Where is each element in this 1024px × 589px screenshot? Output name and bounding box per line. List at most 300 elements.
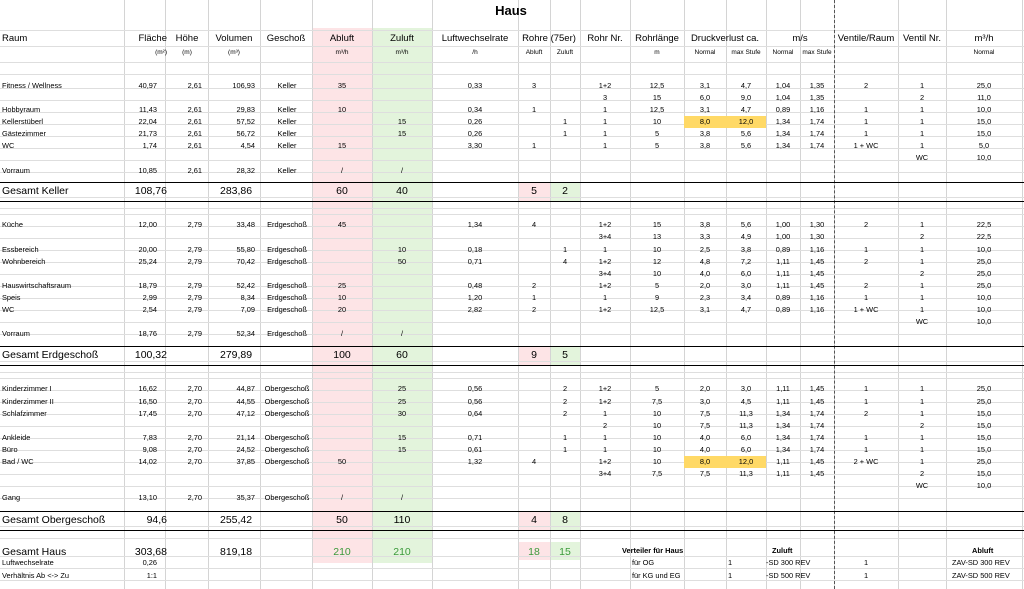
unit-dv_normal: Normal xyxy=(694,49,716,56)
cell-geschoss: Erdgeschoß xyxy=(267,281,307,290)
cell-msn: 1,00 xyxy=(775,220,791,229)
cell-flaeche: 17,45 xyxy=(138,409,157,418)
cell-vnr: 1 xyxy=(919,281,925,290)
cell-msn: 1,34 xyxy=(775,421,791,430)
cell-vr xyxy=(834,165,898,177)
cell-m3 xyxy=(946,328,1022,340)
cell-dvm: 5,6 xyxy=(740,129,752,138)
unit-abluft: m³/h xyxy=(335,49,349,56)
cell-m3: 25,0 xyxy=(976,397,992,406)
cell-nr: 1 xyxy=(602,445,608,454)
cell-geschoss: Keller xyxy=(277,105,297,114)
cell-m3: 15,0 xyxy=(976,129,992,138)
cell-msm xyxy=(800,152,834,164)
cell-dvm xyxy=(726,152,766,164)
cell-raum: Kellerstüberl xyxy=(2,117,44,126)
cell-raum xyxy=(2,268,120,280)
cell-hoehe: 2,70 xyxy=(187,493,202,502)
cell-lwr: 2,82 xyxy=(467,305,483,314)
cell-dvn: 3,1 xyxy=(699,81,711,90)
cell-rzu: 2 xyxy=(562,384,568,393)
unit-hoehe: (m) xyxy=(182,49,192,56)
cell-hoehe: 2,79 xyxy=(187,245,202,254)
cell-dvm: 7,2 xyxy=(740,257,752,266)
footer-verh-label: Verhältnis Ab <-> Zu xyxy=(2,571,69,580)
cell-rzu: 1 xyxy=(562,433,568,442)
cell-dvm: 4,5 xyxy=(740,397,752,406)
cell-flaeche xyxy=(125,420,157,432)
verteiler-kgeg-qty: 1 xyxy=(728,571,733,580)
cell-lwr: 0,71 xyxy=(467,433,483,442)
cell-dvm: 3,0 xyxy=(740,384,752,393)
cell-len xyxy=(630,480,684,492)
cell-hoehe xyxy=(170,92,202,104)
cell-hoehe: 2,61 xyxy=(187,141,202,150)
cell-lwr: 0,61 xyxy=(467,445,483,454)
cell-dvn: 2,3 xyxy=(699,293,711,302)
header-m3h: m³/h xyxy=(974,33,994,44)
cell-vr xyxy=(834,268,898,280)
cell-m3: 25,0 xyxy=(976,81,992,90)
cell-msm: 1,16 xyxy=(809,293,825,302)
cell-len: 15 xyxy=(652,93,662,102)
cell-volumen: 56,72 xyxy=(236,129,255,138)
cell-flaeche: 22,04 xyxy=(138,117,157,126)
cell-rzu xyxy=(550,219,580,231)
grid-hline xyxy=(0,208,1024,209)
cell-msn xyxy=(766,480,800,492)
cell-msm xyxy=(800,480,834,492)
cell-flaeche: 10,85 xyxy=(138,166,157,175)
cell-geschoss: Obergeschoß xyxy=(264,409,310,418)
cell-geschoss xyxy=(262,268,312,280)
cell-nr: 1+2 xyxy=(598,220,612,229)
cell-dvm: 3,8 xyxy=(740,245,752,254)
cell-msm: 1,45 xyxy=(809,457,825,466)
cell-dvm: 5,6 xyxy=(740,141,752,150)
cell-geschoss: Obergeschoß xyxy=(264,445,310,454)
cell-volumen: 57,52 xyxy=(236,117,255,126)
cell-vr: 1 xyxy=(863,293,869,302)
cell-msn: 0,89 xyxy=(775,245,791,254)
cell-flaeche xyxy=(125,92,157,104)
total-flaeche: 108,76 xyxy=(134,185,167,197)
cell-nr: 1+2 xyxy=(598,281,612,290)
cell-hoehe xyxy=(170,152,202,164)
cell-vnr: 1 xyxy=(919,433,925,442)
cell-vr: 1 xyxy=(863,384,869,393)
cell-volumen: 8,34 xyxy=(240,293,255,302)
cell-zuluft xyxy=(372,456,432,468)
cell-raum: Gästezimmer xyxy=(2,129,46,138)
cell-nr: 2 xyxy=(602,421,608,430)
cell-msm: 1,74 xyxy=(809,445,825,454)
cell-lwr: 1,20 xyxy=(467,293,483,302)
cell-abluft xyxy=(312,116,372,128)
total-abluft: 100 xyxy=(333,349,351,361)
header-ventil_nr: Ventil Nr. xyxy=(902,33,942,44)
cell-volumen xyxy=(210,468,255,480)
cell-m3: 15,0 xyxy=(976,117,992,126)
header-volumen: Volumen xyxy=(215,33,253,44)
cell-lwr xyxy=(432,316,518,328)
cell-m3: 10,0 xyxy=(976,305,992,314)
cell-msn: 1,34 xyxy=(775,141,791,150)
total-label: Gesamt Haus xyxy=(2,546,67,558)
cell-vnr: 1 xyxy=(919,384,925,393)
cell-dvn: 6,0 xyxy=(699,93,711,102)
cell-volumen: 4,54 xyxy=(240,141,255,150)
verteiler-abluft-title: Abluft xyxy=(972,546,994,555)
cell-rab xyxy=(518,420,550,432)
cell-vr xyxy=(834,420,898,432)
cell-msm: 1,16 xyxy=(809,105,825,114)
cell-zuluft xyxy=(372,219,432,231)
cell-flaeche: 18,79 xyxy=(138,281,157,290)
cell-dvn: 4,0 xyxy=(699,433,711,442)
cell-zuluft: 25 xyxy=(397,397,407,406)
cell-msm xyxy=(800,492,834,504)
cell-volumen: 24,52 xyxy=(236,445,255,454)
cell-len: 5 xyxy=(654,141,660,150)
cell-zuluft xyxy=(372,468,432,480)
cell-msm: 1,45 xyxy=(809,469,825,478)
cell-vnr: 1 xyxy=(919,129,925,138)
cell-zuluft: 30 xyxy=(397,409,407,418)
cell-msn: 0,89 xyxy=(775,305,791,314)
cell-abluft xyxy=(312,256,372,268)
cell-hoehe: 2,61 xyxy=(187,166,202,175)
cell-dvm xyxy=(726,165,766,177)
total-volumen: 255,42 xyxy=(220,514,253,526)
cell-raum: Wohnbereich xyxy=(2,257,46,266)
cell-vnr: 1 xyxy=(919,81,925,90)
cell-dvm: 4,9 xyxy=(740,232,752,241)
cell-vr: 1 xyxy=(863,433,869,442)
cell-geschoss: Erdgeschoß xyxy=(267,329,307,338)
cell-vr xyxy=(834,480,898,492)
cell-len xyxy=(630,328,684,340)
cell-msm: 1,30 xyxy=(809,220,825,229)
cell-nr xyxy=(580,328,630,340)
cell-zuluft xyxy=(372,104,432,116)
cell-hoehe: 2,70 xyxy=(187,445,202,454)
cell-m3: 15,0 xyxy=(976,445,992,454)
cell-rzu xyxy=(550,420,580,432)
cell-geschoss xyxy=(262,231,312,243)
cell-flaeche xyxy=(125,152,157,164)
sheet-title: Haus xyxy=(495,3,527,18)
cell-hoehe: 2,79 xyxy=(187,329,202,338)
cell-rzu: 1 xyxy=(562,445,568,454)
cell-len: 5 xyxy=(654,281,660,290)
cell-volumen xyxy=(210,152,255,164)
cell-rab xyxy=(518,328,550,340)
cell-flaeche: 1,74 xyxy=(142,141,157,150)
total-flaeche: 94,6 xyxy=(146,514,167,526)
cell-msm: 1,74 xyxy=(809,433,825,442)
cell-dvn xyxy=(684,316,726,328)
cell-m3: 10,0 xyxy=(976,245,992,254)
cell-vr: 2 + WC xyxy=(853,457,879,466)
cell-abluft xyxy=(312,444,372,456)
cell-vnr xyxy=(898,492,946,504)
cell-len: 12 xyxy=(652,257,662,266)
cell-dvn: 3,3 xyxy=(699,232,711,241)
total-zuluft: 110 xyxy=(393,514,411,526)
cell-geschoss: Obergeschoß xyxy=(264,457,310,466)
cell-m3: 11,0 xyxy=(977,93,991,102)
cell-rab xyxy=(518,128,550,140)
cell-m3: 10,0 xyxy=(976,317,992,326)
cell-hoehe xyxy=(170,480,202,492)
cell-vr xyxy=(834,328,898,340)
cell-abluft xyxy=(312,244,372,256)
cell-m3: 10,0 xyxy=(976,153,992,162)
cell-geschoss xyxy=(262,316,312,328)
cell-vnr: 2 xyxy=(919,232,925,241)
grid-hline xyxy=(0,62,1024,63)
cell-dvn: 3,1 xyxy=(699,105,711,114)
cell-rzu xyxy=(550,456,580,468)
cell-msm: 1,74 xyxy=(809,409,825,418)
unit-lwr: /h xyxy=(472,49,478,56)
unit-zuluft: m³/h xyxy=(395,49,409,56)
cell-hoehe: 2,61 xyxy=(187,129,202,138)
cell-dvn: 3,8 xyxy=(699,129,711,138)
grid-hline xyxy=(0,46,1024,47)
cell-hoehe: 2,79 xyxy=(187,257,202,266)
cell-len: 12,5 xyxy=(649,81,665,90)
cell-volumen: 52,42 xyxy=(236,281,255,290)
cell-abluft: 10 xyxy=(337,293,347,302)
verteiler-kgeg-model: -SD 500 REV xyxy=(766,571,811,580)
cell-vr: 2 xyxy=(863,281,869,290)
cell-m3 xyxy=(946,492,1022,504)
cell-msm: 1,35 xyxy=(809,81,825,90)
cell-abluft: 25 xyxy=(337,281,347,290)
cell-hoehe xyxy=(170,231,202,243)
cell-flaeche xyxy=(125,268,157,280)
cell-flaeche: 11,43 xyxy=(139,105,157,114)
cell-zuluft xyxy=(372,140,432,152)
cell-nr: 1+2 xyxy=(598,305,612,314)
cell-raum xyxy=(2,316,120,328)
cell-vr xyxy=(834,231,898,243)
cell-abluft: 45 xyxy=(337,220,347,229)
cell-dvn xyxy=(684,165,726,177)
cell-msn: 1,34 xyxy=(775,129,791,138)
cell-flaeche: 21,73 xyxy=(138,129,157,138)
cell-raum: Essbereich xyxy=(2,245,39,254)
total-label: Gesamt Keller xyxy=(2,185,69,197)
cell-vr xyxy=(834,152,898,164)
cell-rzu: 4 xyxy=(562,257,568,266)
cell-nr: 1+2 xyxy=(598,257,612,266)
cell-flaeche: 20,00 xyxy=(138,245,157,254)
cell-msm: 1,16 xyxy=(809,245,825,254)
cell-volumen: 52,34 xyxy=(236,329,255,338)
cell-lwr: 0,18 xyxy=(467,245,483,254)
unit-ms_normal: Normal xyxy=(772,49,794,56)
cell-rzu xyxy=(550,104,580,116)
cell-rab xyxy=(518,432,550,444)
verteiler-og-qty2: 1 xyxy=(863,558,869,567)
cell-lwr: 0,34 xyxy=(467,105,483,114)
cell-vnr: 1 xyxy=(919,257,925,266)
cell-len: 5 xyxy=(654,129,660,138)
cell-vr xyxy=(834,92,898,104)
cell-vnr: 2 xyxy=(919,421,925,430)
cell-vnr: 1 xyxy=(919,457,925,466)
cell-rzu xyxy=(550,280,580,292)
footer-verh-value: 1:1 xyxy=(146,571,157,580)
total-label: Gesamt Erdgeschoß xyxy=(2,349,99,361)
cell-hoehe: 2,70 xyxy=(187,457,202,466)
cell-dvn: 4,8 xyxy=(699,257,711,266)
cell-geschoss: Keller xyxy=(277,81,297,90)
cell-raum: Vorraum xyxy=(2,166,30,175)
cell-rab xyxy=(518,396,550,408)
cell-dvm xyxy=(726,480,766,492)
cell-msn: 0,89 xyxy=(775,105,791,114)
cell-zuluft xyxy=(372,80,432,92)
cell-dvm: 11,3 xyxy=(739,409,753,418)
cell-hoehe: 2,79 xyxy=(187,305,202,314)
verteiler-title: Verteiler für Haus xyxy=(622,546,684,555)
cell-flaeche: 2,99 xyxy=(142,293,157,302)
cell-rab: 3 xyxy=(531,81,537,90)
cell-zuluft xyxy=(372,480,432,492)
total-zuluft: 210 xyxy=(393,546,411,558)
cell-geschoss xyxy=(262,92,312,104)
grid-hline xyxy=(0,74,1024,75)
cell-rab xyxy=(518,256,550,268)
total-flaeche: 303,68 xyxy=(134,546,167,558)
cell-nr xyxy=(580,316,630,328)
cell-vnr: 1 xyxy=(919,305,925,314)
unit-laenge: m xyxy=(654,49,660,56)
cell-rab xyxy=(518,231,550,243)
cell-m3: 10,0 xyxy=(976,105,992,114)
cell-abluft xyxy=(312,420,372,432)
cell-len: 10 xyxy=(652,269,662,278)
cell-len: 10 xyxy=(652,457,662,466)
cell-nr: 3+4 xyxy=(598,232,612,241)
cell-flaeche: 14,02 xyxy=(138,457,157,466)
cell-dvm xyxy=(726,492,766,504)
cell-rab xyxy=(518,480,550,492)
cell-raum: Büro xyxy=(2,445,18,454)
cell-geschoss: Keller xyxy=(277,117,297,126)
total-volumen: 283,86 xyxy=(220,185,253,197)
cell-hoehe: 2,70 xyxy=(187,384,202,393)
cell-abluft: / xyxy=(340,329,344,338)
grid-hline xyxy=(0,372,1024,373)
cell-volumen xyxy=(210,92,255,104)
cell-hoehe: 2,79 xyxy=(187,281,202,290)
cell-vr: 1 + WC xyxy=(853,141,879,150)
cell-zuluft: 15 xyxy=(397,445,407,454)
cell-dvn: 4,0 xyxy=(699,269,711,278)
cell-hoehe xyxy=(170,420,202,432)
cell-nr: 1 xyxy=(602,409,608,418)
grid-hline xyxy=(0,30,1024,31)
cell-m3: 15,0 xyxy=(976,409,992,418)
cell-geschoss: Erdgeschoß xyxy=(267,305,307,314)
cell-m3: 25,0 xyxy=(976,257,992,266)
cell-rab xyxy=(518,383,550,395)
cell-len: 10 xyxy=(652,433,662,442)
cell-msm: 1,74 xyxy=(809,117,825,126)
cell-dvn: 3,0 xyxy=(699,397,711,406)
cell-vr xyxy=(834,468,898,480)
cell-nr: 1+2 xyxy=(598,384,612,393)
cell-nr: 1 xyxy=(602,117,608,126)
unit-rohre_zu: Zuluft xyxy=(556,49,574,56)
cell-hoehe: 2,70 xyxy=(187,433,202,442)
cell-m3: 10,0 xyxy=(976,481,992,490)
cell-lwr xyxy=(432,328,518,340)
cell-rab xyxy=(518,92,550,104)
cell-rzu xyxy=(550,268,580,280)
cell-volumen xyxy=(210,420,255,432)
cell-abluft xyxy=(312,432,372,444)
cell-msm: 1,16 xyxy=(809,305,825,314)
header-druckverlust: Druckverlust ca. xyxy=(690,33,760,44)
cell-dvn: 8,0 xyxy=(684,456,726,468)
cell-geschoss xyxy=(262,152,312,164)
cell-vnr xyxy=(898,328,946,340)
cell-lwr: 3,30 xyxy=(467,141,483,150)
cell-flaeche: 18,76 xyxy=(138,329,157,338)
cell-dvn xyxy=(684,480,726,492)
cell-geschoss: Erdgeschoß xyxy=(267,220,307,229)
cell-rab xyxy=(518,316,550,328)
cell-dvn xyxy=(684,152,726,164)
verteiler-kgeg-qty2: 1 xyxy=(863,571,869,580)
cell-zuluft: / xyxy=(400,166,404,175)
cell-dvm: 11,3 xyxy=(739,421,753,430)
cell-len: 7,5 xyxy=(651,397,663,406)
cell-flaeche: 7,83 xyxy=(142,433,157,442)
cell-len xyxy=(630,316,684,328)
total-rohre-zuluft: 8 xyxy=(562,514,568,526)
cell-m3: 15,0 xyxy=(976,421,992,430)
header-flaeche: Fläche xyxy=(138,33,167,44)
cell-flaeche: 12,00 xyxy=(138,220,157,229)
header-zuluft: Zuluft xyxy=(390,33,414,44)
cell-volumen: 70,42 xyxy=(236,257,255,266)
cell-zuluft: 15 xyxy=(397,117,407,126)
cell-flaeche xyxy=(125,480,157,492)
cell-msm: 1,45 xyxy=(809,257,825,266)
header-ventile_raum: Ventile/Raum xyxy=(837,33,895,44)
cell-rab: 4 xyxy=(531,457,537,466)
total-volumen: 279,89 xyxy=(220,349,253,361)
cell-abluft: 15 xyxy=(337,141,347,150)
cell-vnr: 2 xyxy=(919,469,925,478)
cell-flaeche: 16,50 xyxy=(138,397,157,406)
header-luftwechselrate: Luftwechselrate xyxy=(441,33,509,44)
cell-rab xyxy=(518,468,550,480)
cell-zuluft: 10 xyxy=(397,245,407,254)
cell-len: 5 xyxy=(654,384,660,393)
cell-abluft: / xyxy=(340,166,344,175)
cell-zuluft: 15 xyxy=(397,129,407,138)
verteiler-og-model: -SD 300 REV xyxy=(766,558,811,567)
cell-volumen xyxy=(210,480,255,492)
